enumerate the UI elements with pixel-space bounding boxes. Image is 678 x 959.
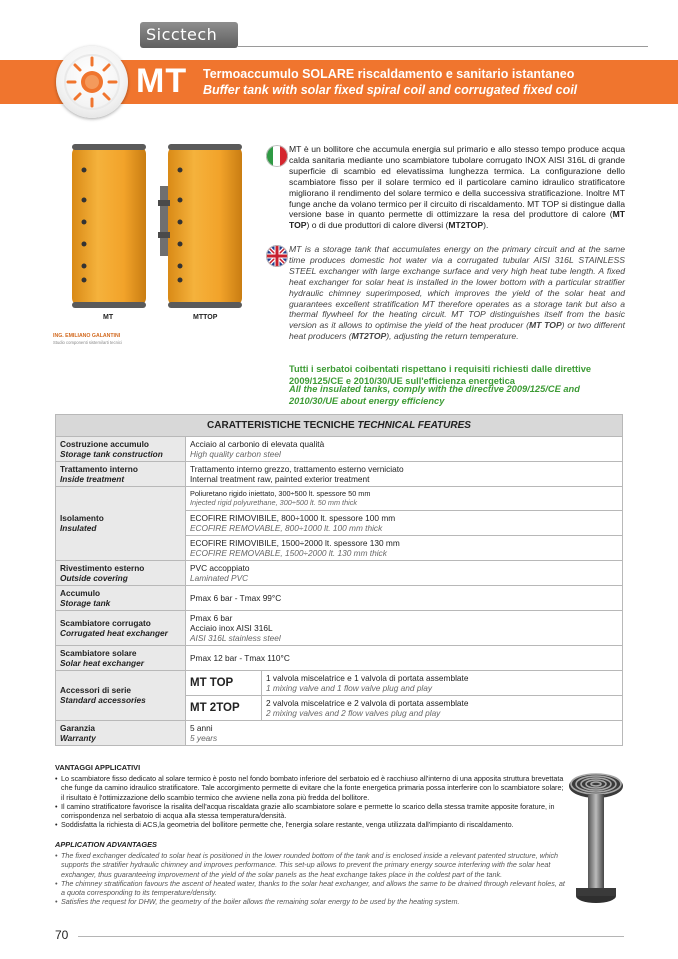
uk-flag-icon (266, 245, 288, 267)
table-row-insulation: ECOFIRE RIMOVIBILE, 1500÷2000 lt. spessore 130 mm ECOFIRE REMOVABLE, 1500÷2000 lt. 130 mm thick (56, 535, 623, 560)
table-row-accessories: Accessori di serie Standard accessories MT TOP 1 valvola miscelatrice e 1 valvola di portata assemblate 1 mixing valve and 1 flow valve plug and play (56, 670, 623, 695)
list-item: • Soddisfatta la richiesta di ACS,la geometria del bollitore permette che, l'energia solare restante, venga utilizzata dall'impianto di riscaldamento. (55, 820, 567, 829)
model-code: MT (136, 62, 188, 100)
table-row: Scambiatore solare Solar heat exchanger Pmax 12 bar - Tmax 110°C (56, 645, 623, 670)
table-row-accessories: MT 2TOP 2 valvola miscelatrice e 2 valvola di portata assemblate 2 mixing valves and 2 flow valves plug and play (56, 695, 623, 720)
solar-coil-illustration (566, 762, 626, 912)
brand-logo: Sicctech (140, 22, 238, 48)
compliance-italian: Tutti i serbatoi coibentati rispettano i requisiti richiesti dalle direttive 2009/125/CE e 2010/30/UE sull'efficienza energetica (289, 364, 592, 386)
advantages-heading-italian: VANTAGGI APPLICATIVI (55, 763, 141, 772)
title-italian: Termoaccumulo SOLARE riscaldamento e sanitario istantaneo (203, 67, 575, 81)
description-italian: MT è un bollitore che accumula energia sul primario e allo stesso tempo produce acqua calda sanitaria mediante uno scambiatore tubolare corrugato INOX AISI 316L di grande superficie di scambio ed elevatissima lunghezza termica. La configurazione dello scambiatore fisso per il solare termico ed il particolare camino idraulico stratificatore migliorano il rendimento del solare termico e della successiva stratificazione. Inoltre MT funge anche da volano termico per il circuito di riscaldamento. MT TOP si distingue dalla versione base in quanto permette di ottimizzare la resa del produttore di calore (MT TOP) o di due produttori di calore diversi (MT2TOP). (289, 144, 625, 231)
table-row: Accumulo Storage tank Pmax 6 bar - Tmax 99°C (56, 585, 623, 610)
sun-badge (56, 46, 128, 118)
designer-credit: ING. EMILIANO GALANTINI (53, 333, 121, 339)
list-item: • The chimney stratification favours the ascent of heated water, thanks to the solar heat exchanger, and allows the same to be drained through relevant holes, at a quota corresponding to its temperature/density. (55, 879, 567, 898)
table-row: Garanzia Warranty 5 anni 5 years (56, 720, 623, 745)
table-row: Costruzione accumulo Storage tank construction Acciaio al carbonio di elevata qualità High quality carbon steel (56, 437, 623, 462)
page-number: 70 (55, 928, 69, 942)
advantages-list-english (55, 851, 567, 907)
footer-rule (78, 936, 624, 937)
advantages-heading-english: APPLICATION ADVANTAGES (55, 840, 157, 849)
advantages-list-italian (55, 774, 567, 830)
list-item: • The fixed exchanger dedicated to solar heat is positioned in the lower rounded bottom of the tank and is enclosed inside a relevant patented structure, which supports the stratifier hydraulic chimney and improves performance. This set-up allows to prevent the primary energy source interfering with the solar heat exchanger, thus guaranteeing improvement of the yield of the solar panels as the heat exchange takes place in the coldest part of the tank. (55, 851, 567, 879)
product-tanks-illustration (60, 140, 250, 320)
list-item: • Satisfies the request for DHW, the geometry of the boiler allows the remaining solar energy to be used by the heating system. (55, 897, 567, 906)
table-row: Trattamento interno Inside treatment Trattamento interno grezzo, trattamento esterno verniciato Internal treatment raw, painted exterior treatment (56, 462, 623, 487)
description-english: MT is a storage tank that accumulates energy on the primary circuit and at the same time produces domestic hot water via a corrugated tubular AISI 316L STAINLESS STEEL exchanger with large exchange surface and very high heat tube length. A fixed heat exchanger for solar heat is installed in the lower bottom with a particular stratifier hydraulic chimney superimposed, which improves the yield of the solar heat and guarantees excellent stratification MT therefore operates as a storage tank but also a thermal flywheel for the heating circuit. MT TOP distinguishes itself from the basic version as it allows to optimise the yield of the heat producer (MT TOP) or two different heat producers (MT2TOP), adjusting the return temperature. (289, 244, 625, 342)
list-item: • Il camino stratificatore favorisce la risalita dell'acqua riscaldata grazie allo scambiatore solare e permette lo scarico della stessa tramite apposite forature, in corrispondenza nel serbatoio di acqua alla stessa temperatura/densità. (55, 802, 567, 821)
table-row-insulation: Isolamento Insulated Poliuretano rigido iniettato, 300÷500 lt. spessore 50 mm Injected rigid polyurethane, 300÷500 lt. 50 mm thick (56, 487, 623, 511)
italian-flag-icon (266, 145, 288, 167)
sun-icon (56, 46, 128, 118)
list-item: • Lo scambiatore fisso dedicato al solare termico è posto nel fondo bombato inferiore del serbatoio ed è racchiuso all'interno di una apposita struttura brevettata che funge da camino idraulico stratificatore. Tale accorgimento permette di evitare che la fonte energetica primaria possa interferire con lo scambiatore solare; il risultato è l'ottimizzazione dello scambio termico che avviene nella zona più fredda del bollitore. (55, 774, 567, 802)
tank-label-mttop: MTTOP (193, 314, 218, 321)
designer-credit-sub: Studio componenti sistemi/arti tecnici (53, 340, 122, 345)
technical-features-table (55, 414, 623, 746)
title-english: Buffer tank with solar fixed spiral coil and corrugated fixed coil (203, 83, 578, 97)
table-row: Scambiatore corrugato Corrugated heat exchanger Pmax 6 bar Acciaio inox AISI 316L AISI 316L stainless steel (56, 610, 623, 645)
compliance-english: All the insulated tanks, comply with the directive 2009/125/CE and 2010/30/UE about energy efficiency (289, 384, 580, 406)
table-row: Rivestimento esterno Outside covering PVC accoppiato Laminated PVC (56, 560, 623, 585)
header-rule (238, 46, 648, 47)
table-row-insulation: ECOFIRE RIMOVIBILE, 800÷1000 lt. spessore 100 mm ECOFIRE REMOVABLE, 800÷1000 lt. 100 mm thick (56, 510, 623, 535)
table-header: CARATTERISTICHE TECNICHE TECHNICAL FEATURES (56, 415, 623, 437)
tank-label-mt: MT (103, 314, 114, 321)
